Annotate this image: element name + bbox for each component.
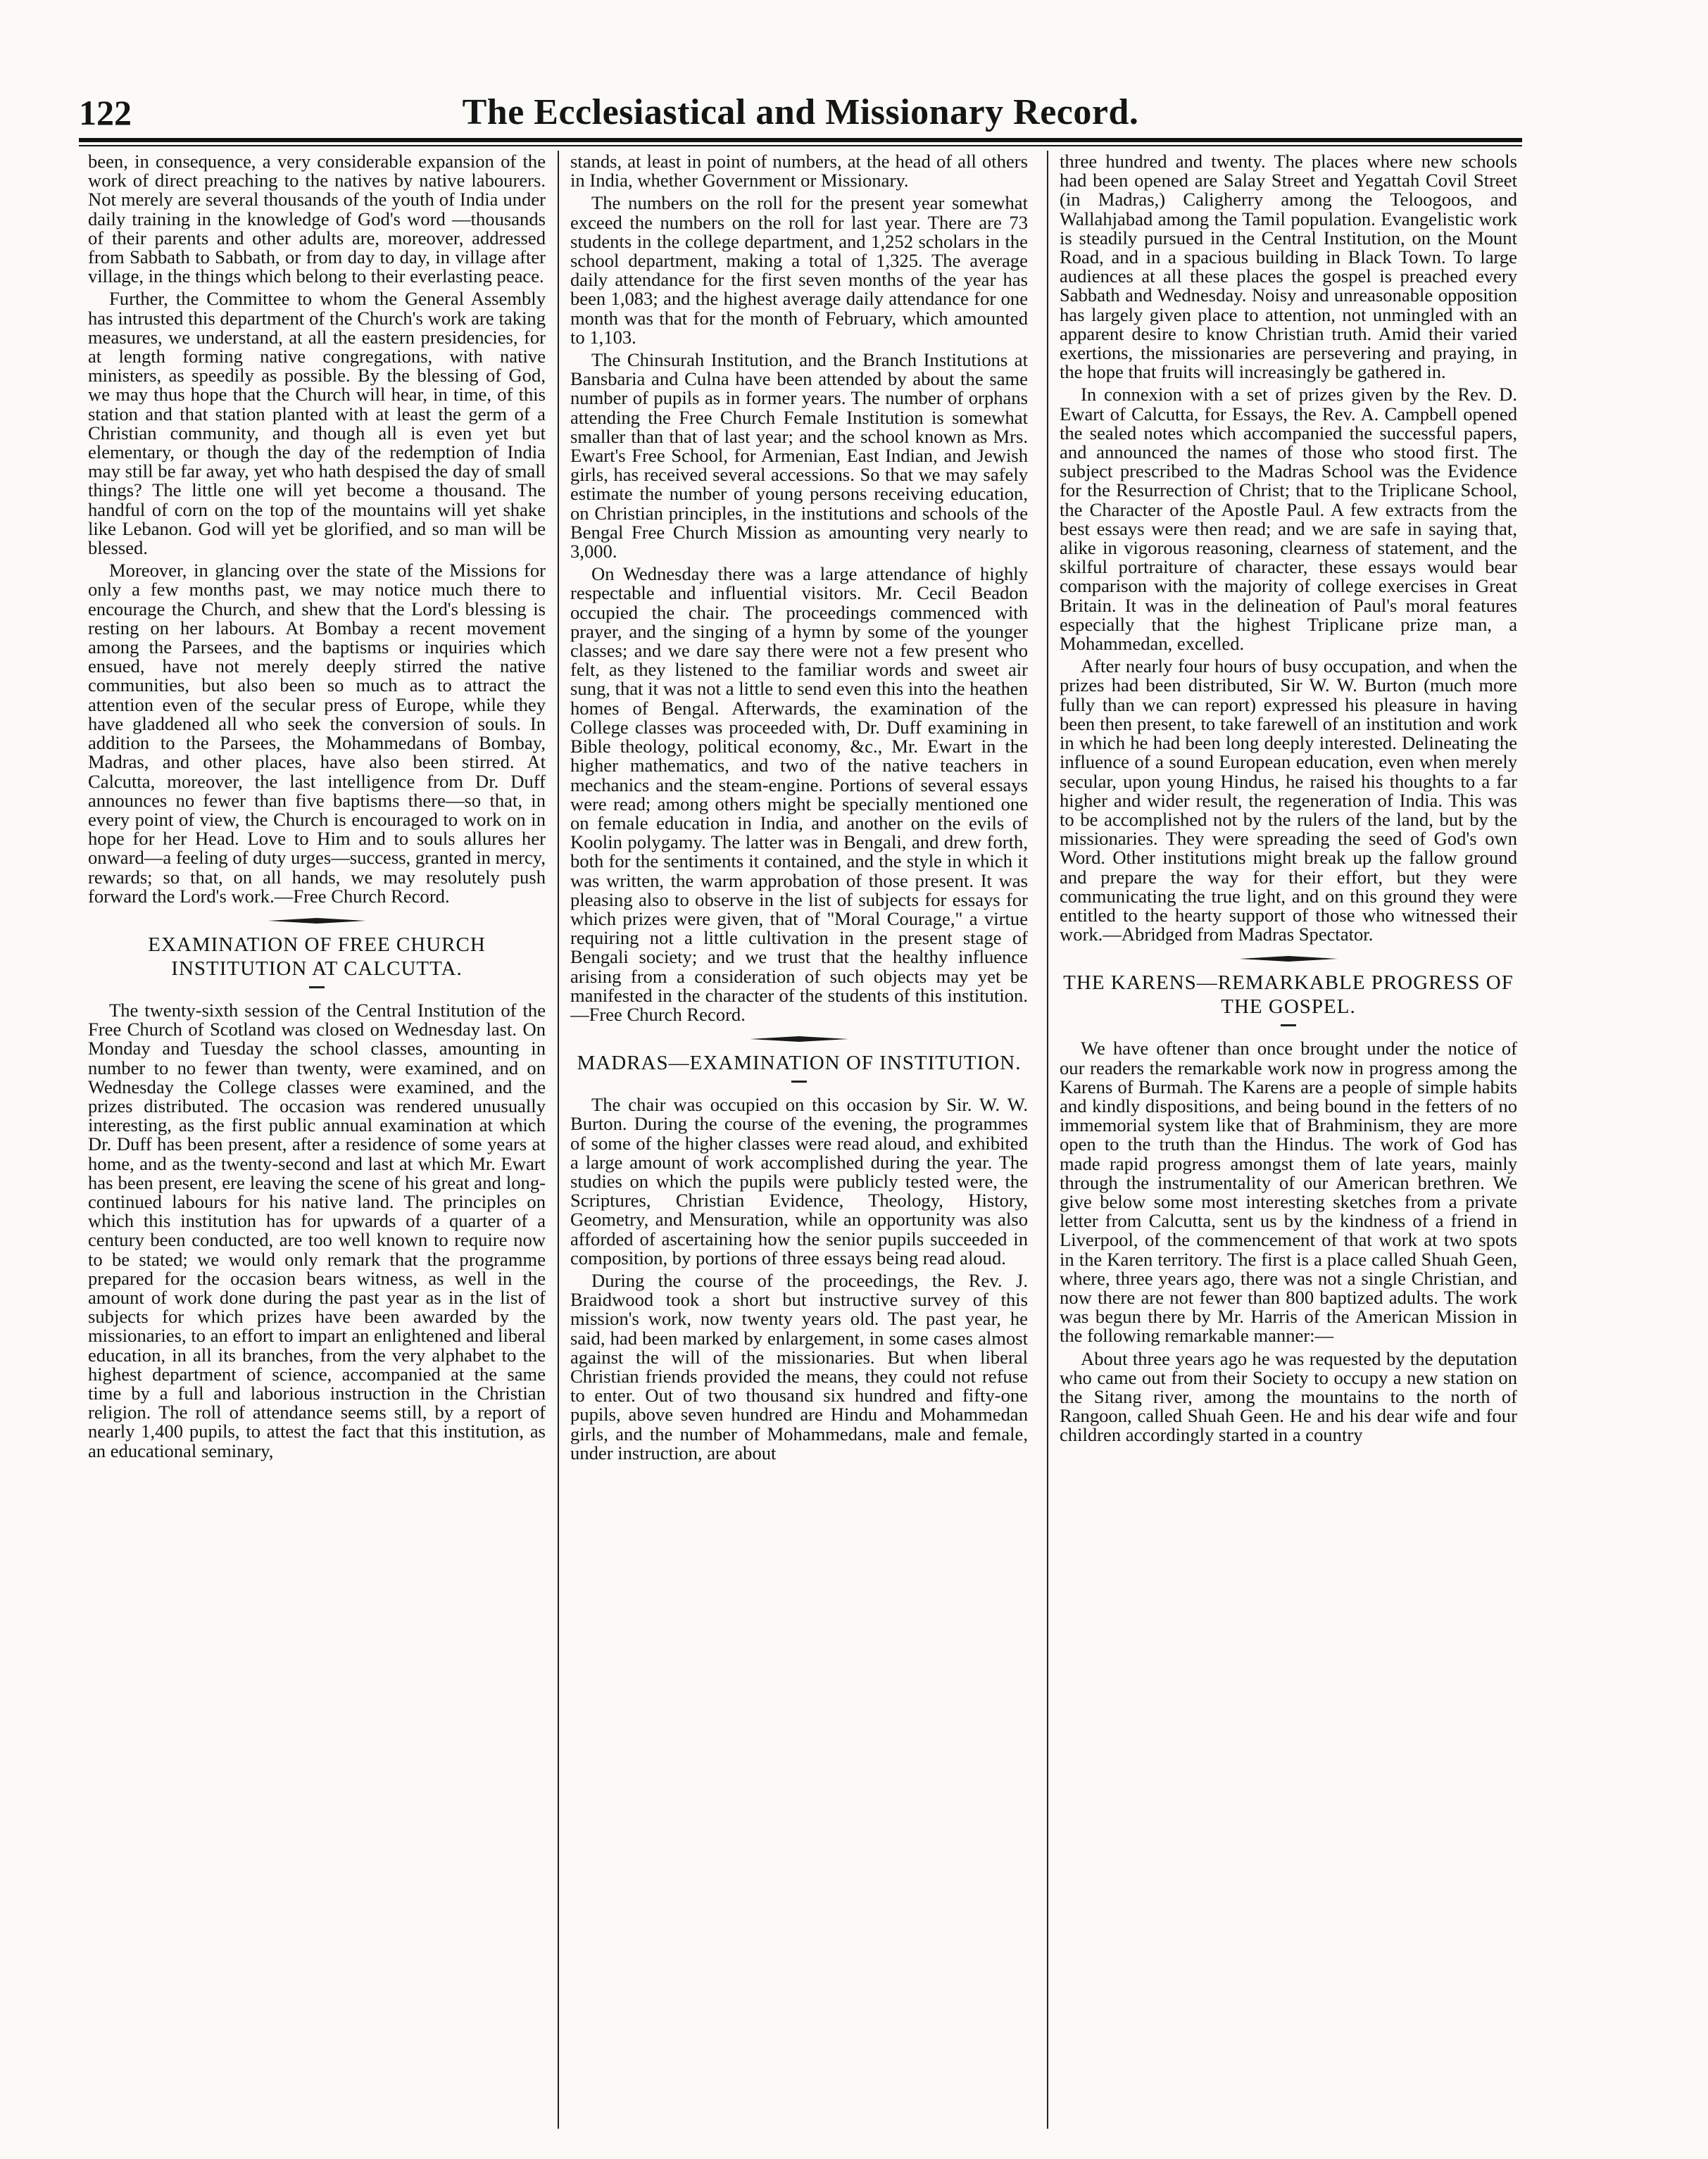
paragraph: three hundred and twenty. The places where new schools had been opened are Salay Street and Yegattah Covil Street (in Madras,) Caligherry among the Teloogoos, and Wallahjabad among the Tamil population. Evangelistic work is steadily pursued in the Central Institution, on the Mount Road, and in a spacious building in Black Town. To large audiences at all these places the gospel is preached every Sabbath and Wednesday. Noisy and unreasonable opposition has largely given place to attention, not unmingled with an apparent desire to know Christian truth. Amid their varied exertions, the missionaries are persevering and praying, in the hope that fruits will increasingly be gathered in. <box>1060 152 1517 383</box>
header-rule-thick <box>79 138 1522 142</box>
page-header <box>79 90 1522 135</box>
column-1 <box>88 152 546 2130</box>
column-divider-1 <box>558 151 559 2129</box>
paragraph: In connexion with a set of prizes given by the Rev. D. Ewart of Calcutta, for Essays, the Rev. A. Campbell opened the sealed notes which accompanied the successful papers, and announced the names of those who stood first. The subject prescribed to the Madras School was the Evidence for the Resurrection of Christ; that to the Triplicane School, the Character of the Apostle Paul. A few extracts from the best essays were then read; and we are safe in saying that, alike in vigorous reasoning, clearness of statement, and the skilful portraiture of character, these essays would bear comparison with the majority of college exercises in Great Britain. It was in the delineation of Paul's moral features especially that the highest Triplicane prize man, a Mohammedan, excelled. <box>1060 384 1517 655</box>
section-heading: THE KARENS—REMARKABLE PROGRESS OF THE GOSPEL. <box>1063 971 1514 1019</box>
section-heading: EXAMINATION OF FREE CHURCH INSTITUTION AT CALCUTTA. <box>148 933 486 980</box>
header-rule-thin <box>79 145 1522 146</box>
paragraph: The chair was occupied on this occasion by Sir. W. W. Burton. During the course of the evening, the programmes of some of the higher classes were read aloud, and exhibited a large amount of work accomplished during the year. The studies on which the pupils were publicly tested were, the Scriptures, Christian Evidence, Theology, History, Geometry, and Mensuration, while an opportunity was also afforded of ascertaining how the senior pupils succeeded in composition, by portions of three essays being read aloud. <box>570 1094 1028 1269</box>
paragraph: On Wednesday there was a large attendance of highly respectable and influential visitors. Mr. Cecil Beadon occupied the chair. The proceedings commenced with prayer, and the singing of a hymn by some of the younger classes; and we dare say there were not a few present who felt, as they listened to the familiar words and sweet air sung, that it was not a little to send even this into the heathen homes of Bengal. Afterwards, the examination of the College classes was proceeded with, Dr. Duff examining in Bible theology, political economy, &c., Mr. Ewart in the higher mathematics, and two of the native teachers in mechanics and the steam-engine. Portions of several essays were read; among others might be specially mentioned one on female education in India, and another on the evils of Koolin polygamy. The latter was in Bengali, and drew forth, both for the sentiments it contained, and the style in which it was written, the warm approbation of those present. It was pleasing also to observe in the list of subjects for essays for which prizes were given, that of "Moral Courage," a virtue requiring not a little cultivation in the present stage of Bengali society; and we trust that the healthy influence arising from a consideration of such objects may yet be manifested in the character of the students of this institution.—Free Church Record. <box>570 563 1028 1025</box>
column-3 <box>1060 152 1517 2130</box>
paragraph: been, in consequence, a very considerable expansion of the work of direct preaching to the natives by native labourers. Not merely are several thousands of the youth of India under daily training in the knowledge of God's word —thousands of their parents and other adults are, moreover, addressed from Sabbath to Sabbath, or from day to day, in village after village, in the things which belong to their everlasting peace. <box>88 152 546 287</box>
heading-dash <box>309 986 325 988</box>
running-title: The Ecclesiastical and Missionary Record. <box>462 92 1139 132</box>
ornament-separator <box>268 917 366 924</box>
paragraph: stands, at least in point of numbers, at the head of all others in India, whether Government or Missionary. <box>570 152 1028 191</box>
paragraph: Moreover, in glancing over the state of the Missions for only a few months past, we may notice much there to encourage the Church, and shew that the Lord's blessing is resting on her labours. At Bombay a recent movement among the Parsees, and the baptisms or inquiries which ensued, have not merely deeply stirred the native communities, but also been so much as to attract the attention even of the secular press of Europe, while they have gladdened all who seek the conversion of souls. In addition to the Parsees, the Mohammedans of Bombay, Madras, and other places, have also been stirred. At Calcutta, moreover, the last intelligence from Dr. Duff announces no fewer than five baptisms there—so that, in every point of view, the Church is encouraged to work on in hope for her Head. Love to Him and to souls allures her onward—a feeling of duty urges—success, granted in mercy, rewards; so that, on all hands, we may resolutely push forward the Lord's work.—Free Church Record. <box>88 560 546 907</box>
ornament-separator <box>1239 955 1338 962</box>
paragraph: We have oftener than once brought under the notice of our readers the remarkable work now in progress among the Karens of Burmah. The Karens are a people of simple habits and kindly dispositions, and being bound in the fetters of no immemorial system like that of Brahminism, they are more open to the truth than the Hindus. The work of God has made rapid progress amongst them of late years, mainly through the instrumentality of our American brethren. We give below some most interesting sketches from a private letter from Calcutta, sent us by the kindness of a friend in Liverpool, of the commencement of that work at two spots in the Karen territory. The first is a place called Shuah Geen, where, three years ago, there was not a single Christian, and now there are not fewer than 800 baptized adults. The work was begun there by Mr. Harris of the American Mission in the following remarkable manner:— <box>1060 1038 1517 1347</box>
ornament-separator <box>750 1036 848 1043</box>
paragraph: About three years ago he was requested by the deputation who came out from their Society to occupy a new station on the Sitang river, among the mountains to the north of Rangoon, called Shuah Geen. He and his dear wife and four children accordingly started in a country <box>1060 1347 1517 1446</box>
paragraph: During the course of the proceedings, the Rev. J. Braidwood took a short but instructive survey of this mission's work, now twenty years old. The past year, he said, had been marked by enlargement, in some cases almost against the will of the missionaries. But when liberal Christian friends provided the means, they could not refuse to enter. Out of two thousand six hundred and fifty-one pupils, above seven hundred are Hindu and Mohammedan girls, and the number of Mohammedans, male and female, under instruction, are about <box>570 1269 1028 1464</box>
section-heading: MADRAS—EXAMINATION OF INSTITUTION. <box>577 1052 1022 1075</box>
paragraph: The twenty-sixth session of the Central Institution of the Free Church of Scotland was closed on Wednesday last. On Monday and Tuesday the school classes, amounting in number to no fewer than twenty, were examined, and on Wednesday the College classes were examined, and the prizes distributed. The occasion was rendered unusually interesting, as the first public annual examination at which Dr. Duff has been present, after a residence of some years at home, and as the twenty-second and last at which Mr. Ewart has been present, ere leaving the scene of his great and long-continued labours for his native land. The principles on which this institution has for upwards of a quarter of a century been conducted, are too well known to require now to be stated; we would only remark that the programme prepared for the occasion bears witness, as well in the amount of work done during the past year as in the list of subjects for which prizes have been awarded by the missionaries, to an effort to impart an enlightened and liberal education, in all its branches, from the very alphabet to the highest department of science, accompanied at the same time by a full and laborious instruction in the Christian religion. The roll of attendance seems still, by a report of nearly 1,400 pupils, to attest the fact that this institution, as an educational seminary, <box>88 999 546 1461</box>
column-2 <box>570 152 1028 2130</box>
paragraph: The numbers on the roll for the present year somewhat exceed the numbers on the roll for last year. There are 73 students in the college department, and 1,252 scholars in the school department, making a total of 1,325. The average daily attendance for the first seven months of the year has been 1,083; and the highest average daily attendance for one month was that for the month of February, which amounted to 1,103. <box>570 192 1028 348</box>
paragraph: The Chinsurah Institution, and the Branch Institutions at Bansbaria and Culna have been attended by about the same number of pupils as in former years. The number of orphans attending the Free Church Female Institution is somewhat smaller than that of last year; and the school known as Mrs. Ewart's Free School, for Armenian, East Indian, and Jewish girls, has received several accessions. So that we may safely estimate the number of young persons receiving education, on Christian principles, in the institutions and schools of the Bengal Free Church Mission as amounting very nearly to 3,000. <box>570 349 1028 562</box>
column-divider-2 <box>1047 151 1048 2129</box>
heading-dash <box>1281 1024 1296 1026</box>
paragraph: After nearly four hours of busy occupation, and when the prizes had been distributed, Sir W. W. Burton (much more fully than we can report) expressed his pleasure in having been then present, to take farewell of an institution and work in which he had been long deeply interested. Delineating the influence of a sound European education, even when merely secular, upon young Hindus, he raised his thoughts to a far higher and wider result, the regeneration of India. This was to be accomplished not by the rulers of the land, but by the missionaries. They were spreading the seed of God's own Word. Other institutions might break up the fallow ground and prepare the way for their effort, but they were communicating the true light, and on this ground they were entitled to the hearty support of those who witnessed their work.—Abridged from Madras Spectator. <box>1060 655 1517 945</box>
page-number: 122 <box>79 93 132 132</box>
heading-dash <box>791 1081 807 1083</box>
paragraph: Further, the Committee to whom the General Assembly has intrusted this department of the Church's work are taking measures, we understand, at all the eastern presidencies, for at length forming native congregations, with native ministers, as speedily as possible. By the blessing of God, we may thus hope that the Church will hear, in time, of this station and that station planted with at least the germ of a Christian community, and though all is even yet but elementary, or though the day of the redemption of India may still be far away, yet who hath despised the day of small things? The little one will yet become a thousand. The handful of corn on the top of the mountains will yet shake like Lebanon. God will yet be glorified, and so man will be blessed. <box>88 288 546 559</box>
